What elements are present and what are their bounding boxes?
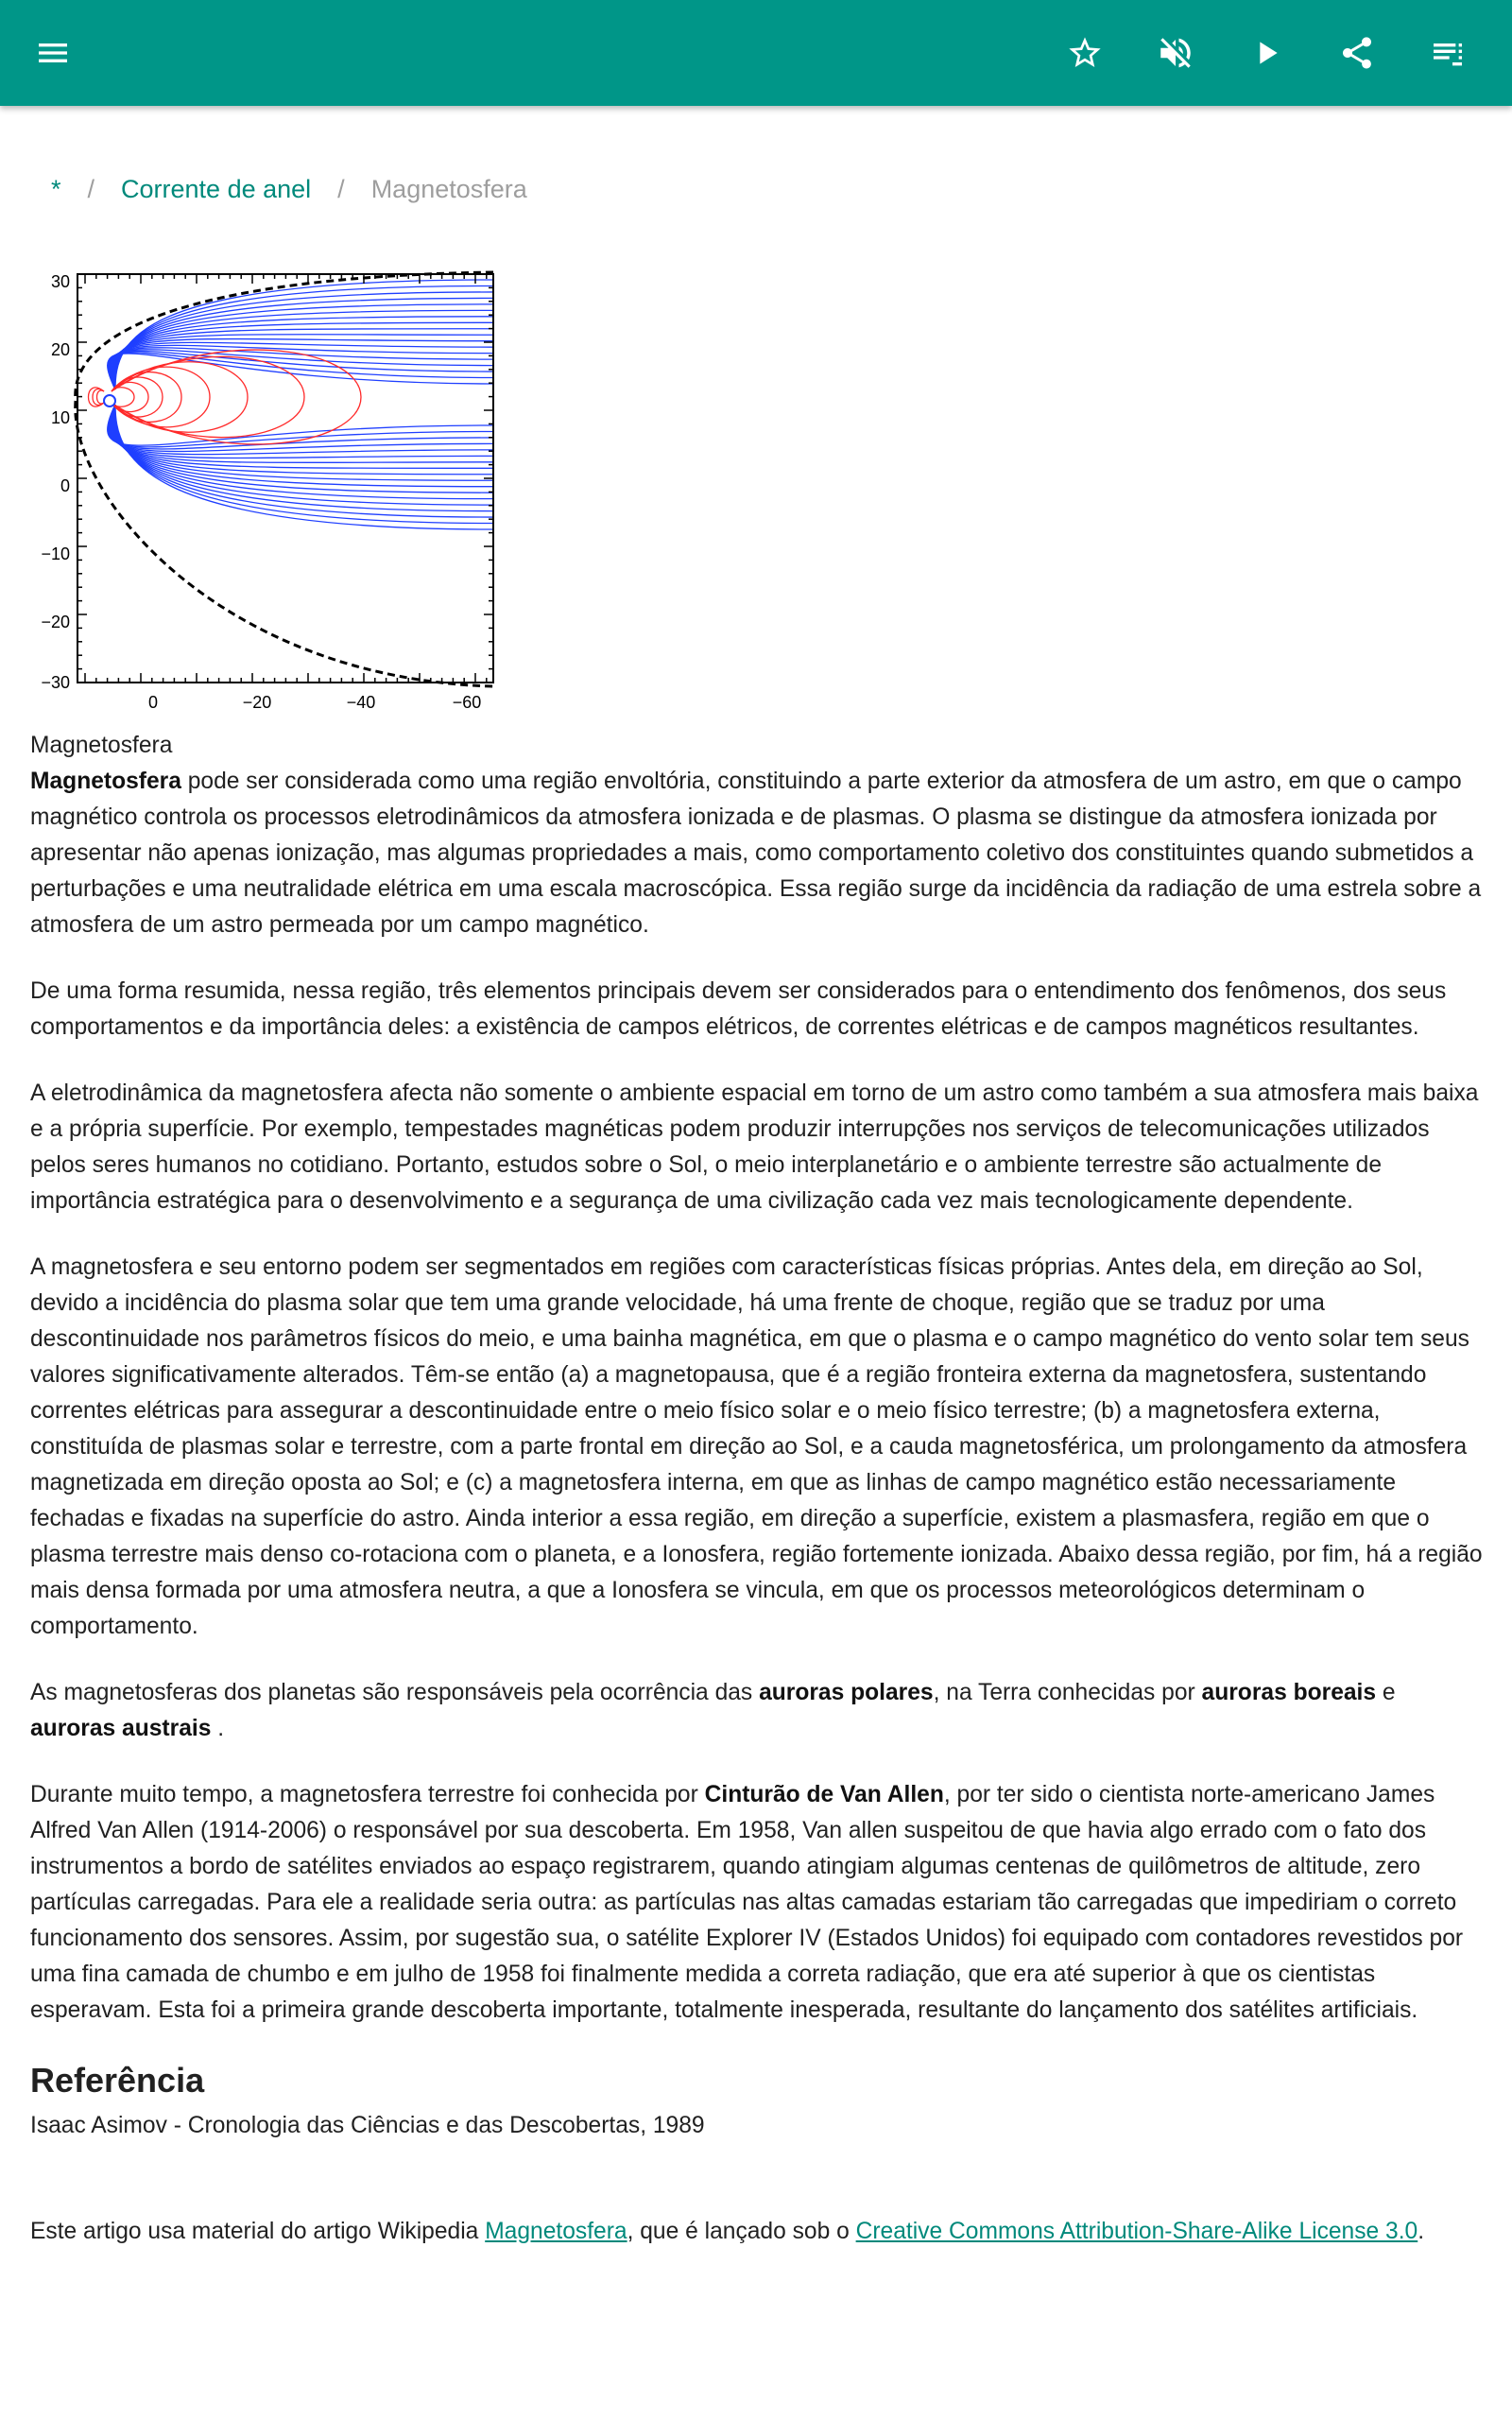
paragraph-text: As magnetosferas dos planetas são responsáveis pela ocorrência das — [30, 1680, 760, 1705]
paragraph-intro — [30, 764, 1486, 943]
term-cinturao-van-allen: Cinturão de Van Allen — [704, 1782, 944, 1807]
paragraph-text: , por ter sido o cientista norte-americano James Alfred Van Allen (1914-2006) o responsável por sua descoberta. Em 1958, Van allen suspeitou de que havia algo errado com o fato dos instrumentos a bordo de satélites enviados ao espaço registrarem, quando atingiam algumas centenas de quilômetros de altitude, zero partículas carregadas. Para ele a realidade seria outra: as partículas nas altas camadas estariam tão carregadas que impediriam o correto funcionamento dos sensores. Assim, por sugestão sua, o satélite Explorer IV (Estados Unidos) foi equipado com contadores revestidos por uma fina camada de chumbo e em julho de 1958 foi finalmente medida a correta radiação, que era até superior à que os cientistas esperavam. Esta foi a primeira grande descoberta importante, totalmente inesperada, resultante do lançamento dos satélites artificiais. — [30, 1782, 1464, 2023]
app-bar-actions — [1040, 19, 1493, 87]
breadcrumb-separator: / — [337, 174, 345, 203]
magnetosphere-figure — [30, 267, 503, 715]
y-tick: −20 — [41, 613, 70, 631]
closed-field-line — [97, 390, 105, 404]
paragraph-2: De uma forma resumida, nessa região, três elementos principais devem ser considerados para o entendimento dos fenômenos, dos seus comportamentos e da importância deles: a existência de campos elétricos, de correntes elétricas e de campos magnéticos resultantes. — [30, 978, 1447, 1040]
paragraph-text: , na Terra conhecidas por — [933, 1680, 1202, 1705]
earth-marker — [104, 395, 115, 406]
term-auroras-boreais: auroras boreais — [1201, 1680, 1377, 1705]
paragraph-text: pode ser considerada como uma região envoltória, constituindo a parte exterior da atmosfera de um astro, em que o campo magnético controla os processos eletrodinâmicos da atmosfera ionizada e de plasmas. O plasma se distingue da atmosfera ionizada por apresentar não apenas ionização, mas algumas propriedades a mais, como comportamento coletivo dos constituintes quando submetidos a perturbações e uma neutralidade elétrica em uma escala macroscópica. Essa região surge da incidência da radiação de uma estrela sobre a atmosfera de um astro permeada por um campo magnético. — [30, 769, 1482, 938]
figure-caption: Magnetosfera — [30, 733, 173, 758]
breadcrumb — [51, 168, 527, 210]
reference-text: Isaac Asimov - Cronologia das Ciências e das Descobertas, 1989 — [30, 2113, 705, 2138]
x-tick: −60 — [452, 693, 482, 712]
paragraph-5 — [30, 1675, 1486, 1747]
paragraph-6 — [30, 1777, 1486, 2029]
paragraph-text: Durante muito tempo, a magnetosfera terrestre foi conhecida por — [30, 1782, 705, 1807]
play-icon[interactable] — [1221, 19, 1312, 87]
closed-field-line — [112, 356, 304, 437]
y-tick: 0 — [60, 476, 70, 495]
term-auroras-austrais: auroras austrais — [30, 1716, 212, 1741]
breadcrumb-current: Magnetosfera — [370, 174, 527, 203]
article — [30, 728, 1486, 2280]
license-notice — [30, 2214, 1486, 2250]
license-text: . — [1418, 2219, 1425, 2244]
closed-field-line — [112, 372, 181, 423]
closed-field-line — [89, 388, 105, 406]
term-auroras-polares: auroras polares — [759, 1680, 934, 1705]
y-tick: −30 — [41, 673, 70, 692]
license-text: , que é lançado sob o — [627, 2219, 856, 2244]
cc-license-link[interactable]: Creative Commons Attribution-Share-Alike License 3.0 — [855, 2219, 1418, 2244]
wikipedia-article-link[interactable]: Magnetosfera — [485, 2219, 627, 2244]
y-tick: 10 — [50, 408, 70, 427]
breadcrumb-parent[interactable]: Corrente de anel — [121, 174, 312, 203]
field-lines — [76, 272, 493, 686]
y-tick: −10 — [41, 544, 70, 563]
open-field-line — [112, 322, 493, 389]
paragraph-3: A eletrodinâmica da magnetosfera afecta não somente o ambiente espacial em torno de um astro como também a sua atmosfera mais baixa e a própria superfície. Por exemplo, tempestades magnéticas podem produzir interrupções nos serviços de telecomunicações utilizados pelos seres humanos no cotidiano. Portanto, estudos sobre o Sol, o meio interplanetário e o ambiente terrestre são actualmente de importância estratégica para o desenvolvimento e a segurança de uma civilização cada vez mais tecnologicamente dependente. — [30, 1080, 1479, 1214]
paragraph-text: e — [1376, 1680, 1396, 1705]
playlist-icon[interactable] — [1402, 19, 1493, 87]
paragraph-text: . — [211, 1716, 225, 1741]
volume-off-icon[interactable] — [1130, 19, 1221, 87]
x-tick: 0 — [147, 693, 159, 712]
open-field-line — [114, 405, 493, 505]
share-icon[interactable] — [1312, 19, 1402, 87]
menu-icon[interactable] — [23, 23, 83, 83]
paragraph-4: A magnetosfera e seu entorno podem ser segmentados em regiões com características físicas próprias. Antes dela, em direção ao Sol, devido a incidência do plasma solar que tem uma grande velocidade, há uma frente de choque, região que se traduz por uma descontinuidade nos parâmetros físicos do meio, e uma bainha magnética, em que o plasma e o campo magnético do vento solar tem seus valores significativamente alterados. Têm-se então (a) a magnetopausa, que é a região fronteira externa da magnetosfera, sustentando correntes elétricas para assegurar a descontinuidade entre o meio físico solar e o meio físico terrestre; (b) a magnetosfera externa, constituída de plasmas solar e terrestre, com a parte frontal em direção ao Sol, e a cauda magnetosférica, um prolongamento da atmosfera magnetizada em direção oposta ao Sol; e (c) a magnetosfera interna, em que as linhas de campo magnético estão necessariamente fechadas e fixadas na superfície do astro. Ainda interior a essa região, em direção a superfície, existem a plasmasfera, região em que o plasma terrestre mais denso co-rotaciona com o planeta, e a Ionosfera, região fortemente ionizada. Abaixo dessa região, por fim, há a região mais densa formada por uma atmosfera neutra, a que a Ionosfera se vincula, em que os processos meteorológicos determinam o comportamento. — [30, 1254, 1483, 1639]
y-tick: 30 — [50, 272, 70, 291]
closed-field-line — [112, 362, 248, 432]
app-bar — [0, 0, 1512, 106]
breadcrumb-home[interactable]: * — [51, 174, 61, 203]
star-outline-icon[interactable] — [1040, 19, 1130, 87]
closed-field-line — [112, 367, 210, 427]
breadcrumb-separator: / — [87, 174, 95, 203]
term-magnetosfera: Magnetosfera — [30, 769, 181, 794]
license-text: Este artigo usa material do artigo Wikipedia — [30, 2219, 486, 2244]
x-tick: −40 — [346, 693, 376, 712]
reference-heading: Referência — [30, 2061, 205, 2100]
x-tick: −20 — [242, 693, 272, 712]
y-tick: 20 — [50, 340, 70, 359]
